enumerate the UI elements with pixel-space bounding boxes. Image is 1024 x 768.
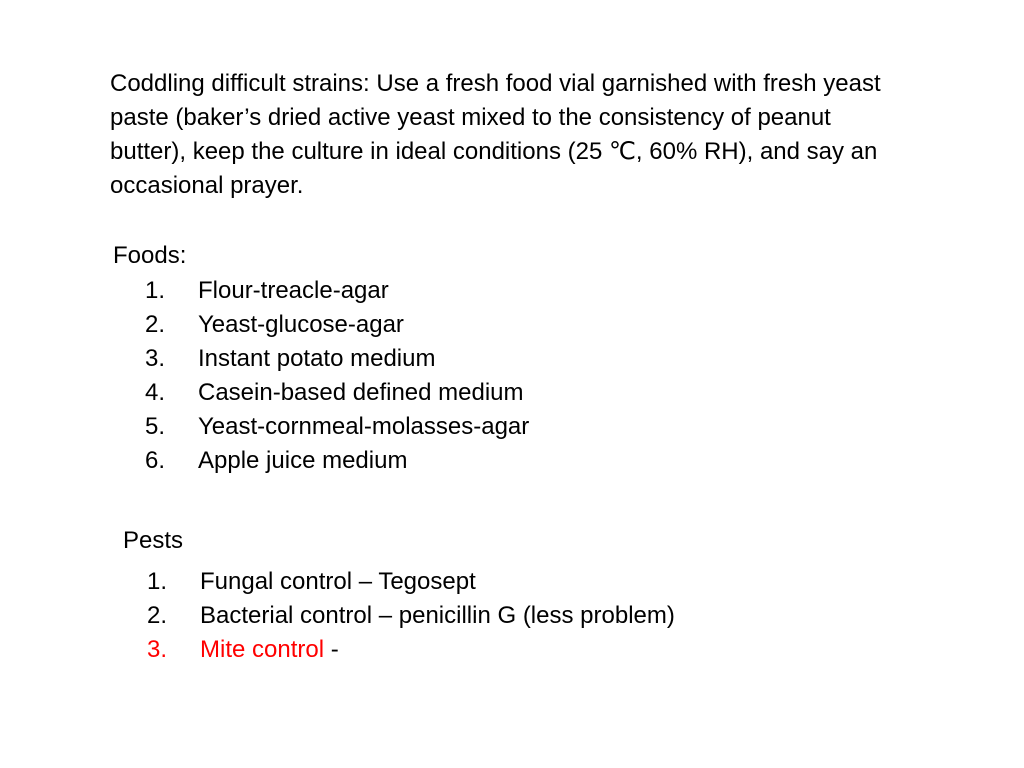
list-item-label: Yeast-glucose-agar <box>198 311 404 338</box>
list-item <box>147 599 675 633</box>
foods-heading: Foods: <box>113 242 187 269</box>
list-item-number: 5. <box>145 413 166 440</box>
list-item-number: 3. <box>145 345 166 372</box>
pests-heading: Pests <box>123 527 184 554</box>
list-item-label: Fungal control – Tegosept <box>200 568 476 595</box>
list-item-highlighted <box>147 633 675 667</box>
list-item-label: Instant potato medium <box>198 345 436 372</box>
list-item-label: Bacterial control – penicillin G (less problem) <box>200 602 675 629</box>
list-item <box>145 376 529 410</box>
list-item <box>145 410 529 444</box>
list-item-number: 3. <box>147 636 168 663</box>
intro-paragraph: Coddling difficult strains: Use a fresh food vial garnished with fresh yeast paste (baker’s dried active yeast mixed to the consistency of peanut butter), keep the culture in ideal conditions (25 ℃, 60% RH), and say an occasional prayer. <box>110 70 881 199</box>
list-item <box>145 444 529 478</box>
list-item-number: 1. <box>147 568 168 595</box>
list-item-label: Apple juice medium <box>198 447 408 474</box>
list-item-number: 6. <box>145 447 166 474</box>
list-item <box>145 342 529 376</box>
foods-list <box>145 274 529 478</box>
list-item-label: Flour-treacle-agar <box>198 277 389 304</box>
list-item <box>147 565 675 599</box>
list-item-number: 2. <box>145 311 166 338</box>
pests-list <box>147 565 675 667</box>
list-item <box>145 274 529 308</box>
list-item-number: 4. <box>145 379 166 406</box>
list-item-number: 2. <box>147 602 168 629</box>
list-item-label: Yeast-cornmeal-molasses-agar <box>198 413 530 440</box>
list-item-label: Mite control <box>200 636 325 663</box>
list-item-suffix: - <box>324 636 339 663</box>
list-item-label: Casein-based defined medium <box>198 379 524 406</box>
list-item-number: 1. <box>145 277 166 304</box>
list-item <box>145 308 529 342</box>
